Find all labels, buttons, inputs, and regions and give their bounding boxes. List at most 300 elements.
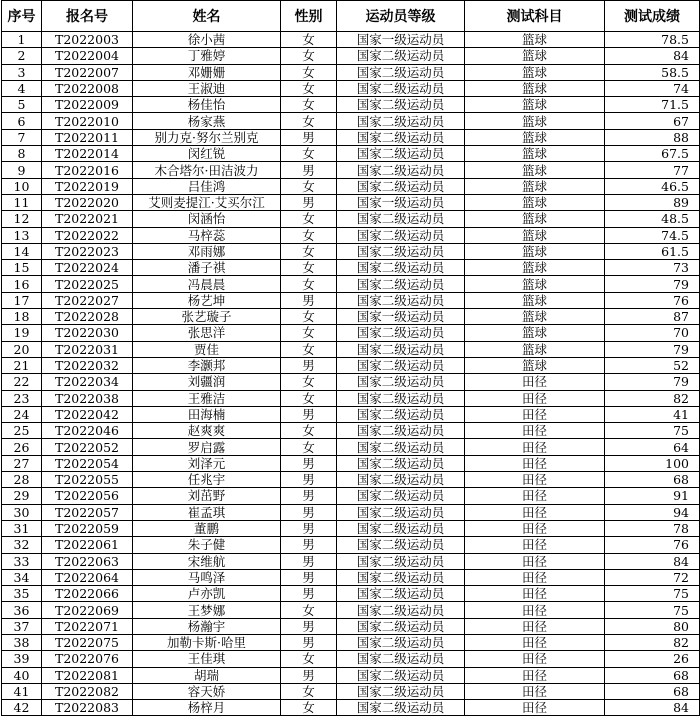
table-row bbox=[2, 423, 700, 439]
cell-index: 2 bbox=[2, 48, 42, 64]
cell-test-subject: 篮球 bbox=[465, 32, 605, 48]
cell-athlete-level: 国家二级运动员 bbox=[337, 667, 465, 683]
cell-name: 马梓蕊 bbox=[133, 227, 281, 243]
cell-athlete-level: 国家二级运动员 bbox=[337, 651, 465, 667]
cell-athlete-level: 国家一级运动员 bbox=[337, 309, 465, 325]
cell-athlete-level: 国家二级运动员 bbox=[337, 129, 465, 145]
cell-registration-no: T2022022 bbox=[42, 227, 133, 243]
cell-gender: 男 bbox=[281, 634, 337, 650]
table-row bbox=[2, 472, 700, 488]
cell-test-score: 71.5 bbox=[605, 97, 700, 113]
cell-registration-no: T2022010 bbox=[42, 113, 133, 129]
cell-name: 容天娇 bbox=[133, 683, 281, 699]
cell-index: 5 bbox=[2, 97, 42, 113]
results-table bbox=[1, 0, 700, 716]
cell-athlete-level: 国家二级运动员 bbox=[337, 406, 465, 422]
cell-index: 21 bbox=[2, 357, 42, 373]
cell-registration-no: T2022034 bbox=[42, 374, 133, 390]
cell-registration-no: T2022042 bbox=[42, 406, 133, 422]
cell-registration-no: T2022075 bbox=[42, 634, 133, 650]
table-row bbox=[2, 243, 700, 259]
cell-registration-no: T2022021 bbox=[42, 211, 133, 227]
cell-test-subject: 篮球 bbox=[465, 194, 605, 210]
cell-gender: 女 bbox=[281, 700, 337, 716]
cell-test-score: 73 bbox=[605, 260, 700, 276]
cell-name: 闵涵怡 bbox=[133, 211, 281, 227]
cell-athlete-level: 国家二级运动员 bbox=[337, 211, 465, 227]
cell-gender: 男 bbox=[281, 667, 337, 683]
table-row bbox=[2, 178, 700, 194]
cell-athlete-level: 国家二级运动员 bbox=[337, 243, 465, 259]
cell-test-subject: 田径 bbox=[465, 439, 605, 455]
table-header bbox=[2, 1, 700, 32]
cell-registration-no: T2022028 bbox=[42, 309, 133, 325]
cell-test-subject: 田径 bbox=[465, 423, 605, 439]
header-name: 姓名 bbox=[133, 1, 281, 32]
cell-test-score: 26 bbox=[605, 651, 700, 667]
cell-test-score: 58.5 bbox=[605, 64, 700, 80]
cell-test-subject: 田径 bbox=[465, 472, 605, 488]
cell-test-subject: 篮球 bbox=[465, 97, 605, 113]
cell-name: 李灏邦 bbox=[133, 357, 281, 373]
table-row bbox=[2, 439, 700, 455]
cell-gender: 男 bbox=[281, 586, 337, 602]
cell-registration-no: T2022063 bbox=[42, 553, 133, 569]
cell-gender: 男 bbox=[281, 455, 337, 471]
cell-athlete-level: 国家二级运动员 bbox=[337, 455, 465, 471]
cell-name: 邓雨娜 bbox=[133, 243, 281, 259]
cell-name: 杨佳怡 bbox=[133, 97, 281, 113]
cell-test-subject: 田径 bbox=[465, 504, 605, 520]
cell-athlete-level: 国家二级运动员 bbox=[337, 162, 465, 178]
cell-gender: 女 bbox=[281, 64, 337, 80]
cell-registration-no: T2022066 bbox=[42, 586, 133, 602]
cell-index: 4 bbox=[2, 80, 42, 96]
cell-index: 20 bbox=[2, 341, 42, 357]
cell-index: 41 bbox=[2, 683, 42, 699]
cell-gender: 女 bbox=[281, 390, 337, 406]
cell-index: 11 bbox=[2, 194, 42, 210]
cell-registration-no: T2022057 bbox=[42, 504, 133, 520]
cell-index: 28 bbox=[2, 472, 42, 488]
table-row bbox=[2, 113, 700, 129]
cell-registration-no: T2022032 bbox=[42, 357, 133, 373]
cell-registration-no: T2022004 bbox=[42, 48, 133, 64]
cell-registration-no: T2022082 bbox=[42, 683, 133, 699]
cell-name: 卢亦凯 bbox=[133, 586, 281, 602]
cell-test-subject: 篮球 bbox=[465, 162, 605, 178]
cell-index: 14 bbox=[2, 243, 42, 259]
cell-name: 王佳琪 bbox=[133, 651, 281, 667]
cell-athlete-level: 国家二级运动员 bbox=[337, 553, 465, 569]
cell-name: 朱子健 bbox=[133, 537, 281, 553]
cell-registration-no: T2022020 bbox=[42, 194, 133, 210]
header-test-score: 测试成绩 bbox=[605, 1, 700, 32]
cell-gender: 男 bbox=[281, 194, 337, 210]
cell-test-subject: 田径 bbox=[465, 374, 605, 390]
table-row bbox=[2, 162, 700, 178]
table-row bbox=[2, 700, 700, 716]
cell-test-subject: 田径 bbox=[465, 634, 605, 650]
cell-test-subject: 田径 bbox=[465, 520, 605, 536]
cell-name: 冯晨晨 bbox=[133, 276, 281, 292]
table-row bbox=[2, 390, 700, 406]
cell-test-score: 75 bbox=[605, 602, 700, 618]
cell-test-score: 76 bbox=[605, 537, 700, 553]
cell-gender: 男 bbox=[281, 162, 337, 178]
cell-index: 40 bbox=[2, 667, 42, 683]
cell-name: 田海楠 bbox=[133, 406, 281, 422]
cell-gender: 女 bbox=[281, 48, 337, 64]
cell-test-subject: 田径 bbox=[465, 569, 605, 585]
cell-test-subject: 田径 bbox=[465, 553, 605, 569]
cell-index: 24 bbox=[2, 406, 42, 422]
cell-name: 赵爽爽 bbox=[133, 423, 281, 439]
cell-gender: 女 bbox=[281, 651, 337, 667]
cell-gender: 男 bbox=[281, 472, 337, 488]
cell-name: 徐小茜 bbox=[133, 32, 281, 48]
cell-athlete-level: 国家二级运动员 bbox=[337, 178, 465, 194]
cell-athlete-level: 国家二级运动员 bbox=[337, 341, 465, 357]
cell-test-subject: 田径 bbox=[465, 700, 605, 716]
cell-gender: 女 bbox=[281, 602, 337, 618]
cell-athlete-level: 国家二级运动员 bbox=[337, 325, 465, 341]
cell-name: 张艺璇子 bbox=[133, 309, 281, 325]
cell-registration-no: T2022055 bbox=[42, 472, 133, 488]
cell-test-score: 89 bbox=[605, 194, 700, 210]
cell-test-score: 68 bbox=[605, 683, 700, 699]
cell-test-subject: 篮球 bbox=[465, 64, 605, 80]
cell-test-subject: 田径 bbox=[465, 537, 605, 553]
cell-test-subject: 田径 bbox=[465, 618, 605, 634]
cell-gender: 男 bbox=[281, 488, 337, 504]
cell-index: 42 bbox=[2, 700, 42, 716]
cell-name: 闵红锐 bbox=[133, 146, 281, 162]
table-row bbox=[2, 80, 700, 96]
cell-index: 10 bbox=[2, 178, 42, 194]
cell-test-score: 84 bbox=[605, 553, 700, 569]
cell-gender: 女 bbox=[281, 211, 337, 227]
table-row bbox=[2, 520, 700, 536]
table-row bbox=[2, 341, 700, 357]
cell-index: 34 bbox=[2, 569, 42, 585]
cell-gender: 女 bbox=[281, 309, 337, 325]
cell-test-subject: 篮球 bbox=[465, 341, 605, 357]
cell-name: 王淑迪 bbox=[133, 80, 281, 96]
cell-gender: 女 bbox=[281, 374, 337, 390]
cell-registration-no: T2022076 bbox=[42, 651, 133, 667]
cell-test-subject: 篮球 bbox=[465, 309, 605, 325]
cell-athlete-level: 国家二级运动员 bbox=[337, 700, 465, 716]
cell-gender: 女 bbox=[281, 260, 337, 276]
cell-name: 刘茁野 bbox=[133, 488, 281, 504]
cell-index: 32 bbox=[2, 537, 42, 553]
cell-test-subject: 篮球 bbox=[465, 146, 605, 162]
table-row bbox=[2, 260, 700, 276]
cell-gender: 女 bbox=[281, 97, 337, 113]
table-row bbox=[2, 569, 700, 585]
cell-name: 宋维航 bbox=[133, 553, 281, 569]
cell-registration-no: T2022011 bbox=[42, 129, 133, 145]
cell-registration-no: T2022016 bbox=[42, 162, 133, 178]
cell-test-subject: 田径 bbox=[465, 455, 605, 471]
cell-index: 9 bbox=[2, 162, 42, 178]
cell-index: 30 bbox=[2, 504, 42, 520]
cell-test-subject: 篮球 bbox=[465, 325, 605, 341]
cell-test-subject: 篮球 bbox=[465, 260, 605, 276]
table-row bbox=[2, 292, 700, 308]
cell-test-subject: 田径 bbox=[465, 651, 605, 667]
cell-athlete-level: 国家二级运动员 bbox=[337, 48, 465, 64]
cell-gender: 男 bbox=[281, 357, 337, 373]
cell-registration-no: T2022061 bbox=[42, 537, 133, 553]
cell-test-score: 79 bbox=[605, 276, 700, 292]
cell-gender: 男 bbox=[281, 553, 337, 569]
table-row bbox=[2, 553, 700, 569]
cell-index: 16 bbox=[2, 276, 42, 292]
cell-gender: 男 bbox=[281, 129, 337, 145]
cell-gender: 男 bbox=[281, 406, 337, 422]
table-row bbox=[2, 276, 700, 292]
cell-gender: 女 bbox=[281, 325, 337, 341]
table-row bbox=[2, 374, 700, 390]
cell-athlete-level: 国家二级运动员 bbox=[337, 634, 465, 650]
cell-gender: 女 bbox=[281, 80, 337, 96]
cell-registration-no: T2022027 bbox=[42, 292, 133, 308]
cell-index: 13 bbox=[2, 227, 42, 243]
cell-test-subject: 田径 bbox=[465, 488, 605, 504]
cell-athlete-level: 国家二级运动员 bbox=[337, 520, 465, 536]
cell-athlete-level: 国家二级运动员 bbox=[337, 357, 465, 373]
cell-athlete-level: 国家二级运动员 bbox=[337, 569, 465, 585]
cell-athlete-level: 国家一级运动员 bbox=[337, 194, 465, 210]
cell-index: 29 bbox=[2, 488, 42, 504]
cell-registration-no: T2022059 bbox=[42, 520, 133, 536]
header-test-subject: 测试科目 bbox=[465, 1, 605, 32]
table-row bbox=[2, 64, 700, 80]
cell-athlete-level: 国家二级运动员 bbox=[337, 113, 465, 129]
cell-gender: 女 bbox=[281, 227, 337, 243]
table-row bbox=[2, 357, 700, 373]
cell-gender: 男 bbox=[281, 569, 337, 585]
cell-registration-no: T2022003 bbox=[42, 32, 133, 48]
cell-name: 刘泽元 bbox=[133, 455, 281, 471]
cell-test-subject: 田径 bbox=[465, 586, 605, 602]
cell-athlete-level: 国家二级运动员 bbox=[337, 64, 465, 80]
cell-gender: 女 bbox=[281, 423, 337, 439]
cell-gender: 女 bbox=[281, 439, 337, 455]
cell-athlete-level: 国家二级运动员 bbox=[337, 374, 465, 390]
table-row bbox=[2, 586, 700, 602]
cell-registration-no: T2022008 bbox=[42, 80, 133, 96]
cell-test-score: 82 bbox=[605, 390, 700, 406]
cell-index: 18 bbox=[2, 309, 42, 325]
table-row bbox=[2, 194, 700, 210]
cell-registration-no: T2022069 bbox=[42, 602, 133, 618]
cell-index: 23 bbox=[2, 390, 42, 406]
cell-test-score: 91 bbox=[605, 488, 700, 504]
cell-gender: 女 bbox=[281, 276, 337, 292]
cell-test-score: 75 bbox=[605, 423, 700, 439]
table-row bbox=[2, 488, 700, 504]
cell-registration-no: T2022007 bbox=[42, 64, 133, 80]
cell-name: 杨瀚宇 bbox=[133, 618, 281, 634]
cell-test-score: 52 bbox=[605, 357, 700, 373]
cell-athlete-level: 国家二级运动员 bbox=[337, 586, 465, 602]
cell-athlete-level: 国家二级运动员 bbox=[337, 423, 465, 439]
cell-test-subject: 篮球 bbox=[465, 178, 605, 194]
cell-test-subject: 篮球 bbox=[465, 80, 605, 96]
cell-test-score: 88 bbox=[605, 129, 700, 145]
cell-registration-no: T2022038 bbox=[42, 390, 133, 406]
cell-name: 任兆宇 bbox=[133, 472, 281, 488]
cell-index: 39 bbox=[2, 651, 42, 667]
cell-gender: 女 bbox=[281, 683, 337, 699]
cell-index: 25 bbox=[2, 423, 42, 439]
cell-test-subject: 篮球 bbox=[465, 113, 605, 129]
cell-registration-no: T2022031 bbox=[42, 341, 133, 357]
cell-test-score: 94 bbox=[605, 504, 700, 520]
cell-gender: 男 bbox=[281, 520, 337, 536]
cell-athlete-level: 国家一级运动员 bbox=[337, 32, 465, 48]
cell-test-score: 41 bbox=[605, 406, 700, 422]
table-row bbox=[2, 618, 700, 634]
table-row bbox=[2, 667, 700, 683]
cell-name: 邓姗姗 bbox=[133, 64, 281, 80]
cell-test-subject: 田径 bbox=[465, 602, 605, 618]
table-row bbox=[2, 406, 700, 422]
cell-athlete-level: 国家二级运动员 bbox=[337, 472, 465, 488]
cell-test-subject: 田径 bbox=[465, 390, 605, 406]
cell-registration-no: T2022024 bbox=[42, 260, 133, 276]
cell-index: 36 bbox=[2, 602, 42, 618]
cell-test-subject: 篮球 bbox=[465, 48, 605, 64]
cell-name: 杨梓月 bbox=[133, 700, 281, 716]
cell-test-score: 84 bbox=[605, 48, 700, 64]
cell-test-score: 76 bbox=[605, 292, 700, 308]
cell-test-score: 84 bbox=[605, 700, 700, 716]
table-body bbox=[2, 32, 700, 716]
table-row bbox=[2, 227, 700, 243]
table-row bbox=[2, 48, 700, 64]
cell-index: 7 bbox=[2, 129, 42, 145]
cell-test-score: 79 bbox=[605, 374, 700, 390]
cell-gender: 女 bbox=[281, 243, 337, 259]
table-row bbox=[2, 146, 700, 162]
header-gender: 性别 bbox=[281, 1, 337, 32]
cell-registration-no: T2022009 bbox=[42, 97, 133, 113]
cell-test-score: 77 bbox=[605, 162, 700, 178]
cell-athlete-level: 国家二级运动员 bbox=[337, 504, 465, 520]
cell-registration-no: T2022054 bbox=[42, 455, 133, 471]
cell-name: 张思洋 bbox=[133, 325, 281, 341]
cell-name: 王雅洁 bbox=[133, 390, 281, 406]
cell-gender: 女 bbox=[281, 146, 337, 162]
table-row bbox=[2, 683, 700, 699]
cell-name: 潘子祺 bbox=[133, 260, 281, 276]
cell-registration-no: T2022014 bbox=[42, 146, 133, 162]
cell-registration-no: T2022025 bbox=[42, 276, 133, 292]
cell-test-score: 70 bbox=[605, 325, 700, 341]
cell-registration-no: T2022064 bbox=[42, 569, 133, 585]
cell-test-score: 68 bbox=[605, 667, 700, 683]
cell-index: 38 bbox=[2, 634, 42, 650]
cell-index: 22 bbox=[2, 374, 42, 390]
cell-registration-no: T2022052 bbox=[42, 439, 133, 455]
cell-gender: 女 bbox=[281, 341, 337, 357]
cell-test-score: 100 bbox=[605, 455, 700, 471]
cell-gender: 男 bbox=[281, 537, 337, 553]
cell-test-score: 72 bbox=[605, 569, 700, 585]
cell-athlete-level: 国家二级运动员 bbox=[337, 260, 465, 276]
cell-gender: 女 bbox=[281, 32, 337, 48]
table-row bbox=[2, 634, 700, 650]
cell-athlete-level: 国家二级运动员 bbox=[337, 602, 465, 618]
cell-name: 马鸣泽 bbox=[133, 569, 281, 585]
cell-name: 艾则麦提江·艾买尔江 bbox=[133, 194, 281, 210]
cell-test-score: 75 bbox=[605, 586, 700, 602]
cell-gender: 男 bbox=[281, 618, 337, 634]
cell-athlete-level: 国家二级运动员 bbox=[337, 488, 465, 504]
table-row bbox=[2, 211, 700, 227]
cell-index: 17 bbox=[2, 292, 42, 308]
header-row bbox=[2, 1, 700, 32]
cell-athlete-level: 国家二级运动员 bbox=[337, 276, 465, 292]
cell-athlete-level: 国家二级运动员 bbox=[337, 227, 465, 243]
cell-registration-no: T2022019 bbox=[42, 178, 133, 194]
cell-name: 刘疆润 bbox=[133, 374, 281, 390]
cell-test-score: 64 bbox=[605, 439, 700, 455]
cell-name: 加勒卡斯·哈里 bbox=[133, 634, 281, 650]
cell-index: 37 bbox=[2, 618, 42, 634]
table-row bbox=[2, 129, 700, 145]
cell-name: 董鹏 bbox=[133, 520, 281, 536]
cell-test-score: 61.5 bbox=[605, 243, 700, 259]
cell-test-score: 80 bbox=[605, 618, 700, 634]
cell-test-score: 48.5 bbox=[605, 211, 700, 227]
cell-registration-no: T2022023 bbox=[42, 243, 133, 259]
cell-registration-no: T2022046 bbox=[42, 423, 133, 439]
cell-index: 15 bbox=[2, 260, 42, 276]
cell-index: 33 bbox=[2, 553, 42, 569]
header-registration-no: 报名号 bbox=[42, 1, 133, 32]
header-athlete-level: 运动员等级 bbox=[337, 1, 465, 32]
cell-test-subject: 田径 bbox=[465, 667, 605, 683]
cell-registration-no: T2022056 bbox=[42, 488, 133, 504]
cell-index: 8 bbox=[2, 146, 42, 162]
cell-registration-no: T2022081 bbox=[42, 667, 133, 683]
cell-test-subject: 篮球 bbox=[465, 292, 605, 308]
cell-test-score: 87 bbox=[605, 309, 700, 325]
cell-test-subject: 篮球 bbox=[465, 129, 605, 145]
cell-athlete-level: 国家二级运动员 bbox=[337, 292, 465, 308]
cell-test-score: 46.5 bbox=[605, 178, 700, 194]
cell-index: 19 bbox=[2, 325, 42, 341]
cell-name: 杨艺坤 bbox=[133, 292, 281, 308]
table-row bbox=[2, 325, 700, 341]
cell-name: 贾佳 bbox=[133, 341, 281, 357]
cell-test-subject: 田径 bbox=[465, 683, 605, 699]
cell-athlete-level: 国家二级运动员 bbox=[337, 439, 465, 455]
cell-name: 崔孟琪 bbox=[133, 504, 281, 520]
cell-test-score: 82 bbox=[605, 634, 700, 650]
cell-test-subject: 田径 bbox=[465, 406, 605, 422]
cell-athlete-level: 国家二级运动员 bbox=[337, 390, 465, 406]
cell-index: 1 bbox=[2, 32, 42, 48]
cell-gender: 女 bbox=[281, 178, 337, 194]
cell-registration-no: T2022071 bbox=[42, 618, 133, 634]
cell-registration-no: T2022083 bbox=[42, 700, 133, 716]
